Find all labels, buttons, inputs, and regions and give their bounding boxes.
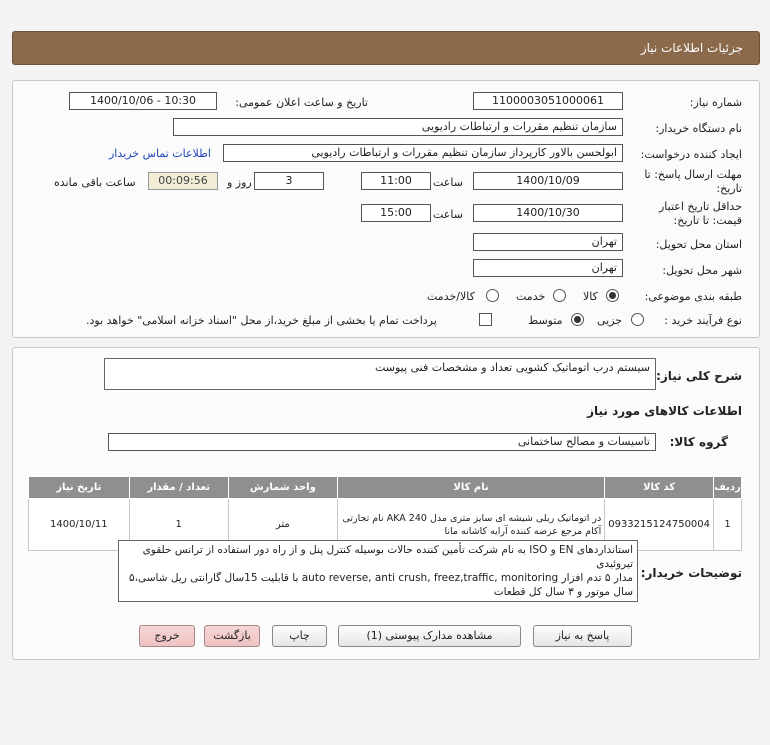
reply-deadline-label: مهلت ارسال پاسخ: تا تاریخ:	[644, 168, 742, 195]
col-unit-header: واحد شمارش	[228, 477, 337, 499]
price-date-field: 1400/10/30	[473, 204, 623, 222]
print-button[interactable]: چاپ	[272, 625, 327, 647]
need-number-label: شماره نیاز:	[689, 96, 742, 109]
reply-date-field: 1400/10/09	[473, 172, 623, 190]
process-small-label: جزیی	[597, 314, 623, 327]
buyer-org-label: نام دستگاه خریدار:	[655, 122, 742, 135]
category-goods-service-radio[interactable]	[486, 289, 499, 302]
goods-info-title: اطلاعات کالاهای مورد نیاز	[587, 404, 742, 418]
city-label: شهر محل تحویل:	[662, 264, 742, 277]
cell-code: 0933215124750004	[605, 499, 714, 551]
category-goods-service-label: کالا/خدمت	[427, 290, 475, 303]
page-title: جزئیات اطلاعات نیاز	[640, 41, 743, 55]
creator-label: ایجاد کننده درخواست:	[640, 148, 742, 161]
process-medium-label: متوسط	[528, 314, 563, 327]
buyer-notes-line-1: استانداردهای EN و ISO به نام شرکت تأمین کننده حالات بوسیله کنترل پنل و از راه دور استفاده از ترانس حلقوی تیروئیدی	[142, 544, 633, 570]
contact-buyer-link[interactable]: اطلاعات تماس خریدار	[109, 147, 211, 160]
announce-field: 1400/10/06 - 10:30	[69, 92, 217, 110]
goods-group-field: تاسیسات و مصالح ساختمانی	[108, 433, 656, 451]
category-goods-label: کالا	[583, 290, 598, 303]
days-label: روز و	[227, 176, 252, 189]
announce-label: تاریخ و ساعت اعلان عمومی:	[235, 96, 368, 109]
process-medium-radio[interactable]	[571, 313, 584, 326]
reply-time-field: 11:00	[361, 172, 431, 190]
reply-button[interactable]: پاسخ به نیاز	[533, 625, 632, 647]
creator-field: ابولحسن بالاور کارپرداز سازمان تنظیم مقررات و ارتباطات رادیویی	[223, 144, 623, 162]
need-desc-label: شرح کلی نیاز:	[656, 369, 742, 383]
buyer-notes-line-2: مدار ۵ تدم افزار auto reverse, anti crush, freez,traffic, monitoring با قابلیت 15سال گارانتی ریل شاسی،۵ سال موتور و ۳ سال کل قطعات	[128, 572, 633, 598]
col-date-header: تاریخ نیاز	[29, 477, 130, 499]
category-service-radio[interactable]	[553, 289, 566, 302]
need-desc-field: سیستم درب اتوماتیک کشویی تعداد و مشخصات فنی پیوست	[104, 358, 656, 390]
table-header-row	[29, 477, 742, 499]
cell-qty: 1	[129, 499, 228, 551]
need-number-field: 1100003051000061	[473, 92, 623, 110]
treasury-payment-checkbox[interactable]	[479, 313, 492, 326]
price-validity-label: حداقل تاریخ اعتبار قیمت: تا تاریخ:	[658, 200, 742, 227]
exit-button[interactable]: خروج	[139, 625, 195, 647]
category-goods-radio[interactable]	[606, 289, 619, 302]
buyer-org-field: سازمان تنظیم مقررات و ارتباطات رادیویی	[173, 118, 623, 136]
cell-date: 1400/10/11	[29, 499, 130, 551]
col-qty-header: تعداد / مقدار	[129, 477, 228, 499]
days-field: 3	[254, 172, 324, 190]
attachments-button[interactable]: مشاهده مدارک پیوستی (1)	[338, 625, 521, 647]
process-small-radio[interactable]	[631, 313, 644, 326]
col-name-header: نام کالا	[337, 477, 604, 499]
city-field: تهران	[473, 259, 623, 277]
price-time-field: 15:00	[361, 204, 431, 222]
category-service-label: خدمت	[516, 290, 546, 303]
province-field: تهران	[473, 233, 623, 251]
process-label: نوع فرآیند خرید :	[664, 314, 742, 327]
remaining-timer: 00:09:56	[148, 172, 218, 190]
goods-group-label: گروه کالا:	[669, 435, 728, 449]
cell-name: در اتوماتیک ریلی شیشه ای سایز متری مدل AKA 240 نام تجارتی آکام مرجع عرضه کننده آرایه کاشانه مانا	[337, 499, 604, 551]
remaining-label: ساعت باقی مانده	[54, 176, 136, 189]
cell-unit: متر	[228, 499, 337, 551]
col-code-header: کد کالا	[605, 477, 714, 499]
treasury-payment-note: پرداخت تمام یا بخشی از مبلغ خرید،از محل "اسناد خزانه اسلامی" خواهد بود.	[86, 314, 437, 327]
province-label: استان محل تحویل:	[655, 238, 742, 251]
reply-time-label: ساعت	[433, 176, 463, 189]
price-time-label: ساعت	[433, 208, 463, 221]
back-button[interactable]: بازگشت	[204, 625, 260, 647]
col-row-header: ردیف	[714, 477, 742, 499]
category-label: طبقه بندی موضوعی:	[644, 290, 742, 303]
page-header	[12, 31, 760, 65]
buyer-notes-field	[118, 540, 638, 602]
buyer-notes-label: توضیحات خریدار:	[640, 566, 742, 580]
cell-row: 1	[714, 499, 742, 551]
